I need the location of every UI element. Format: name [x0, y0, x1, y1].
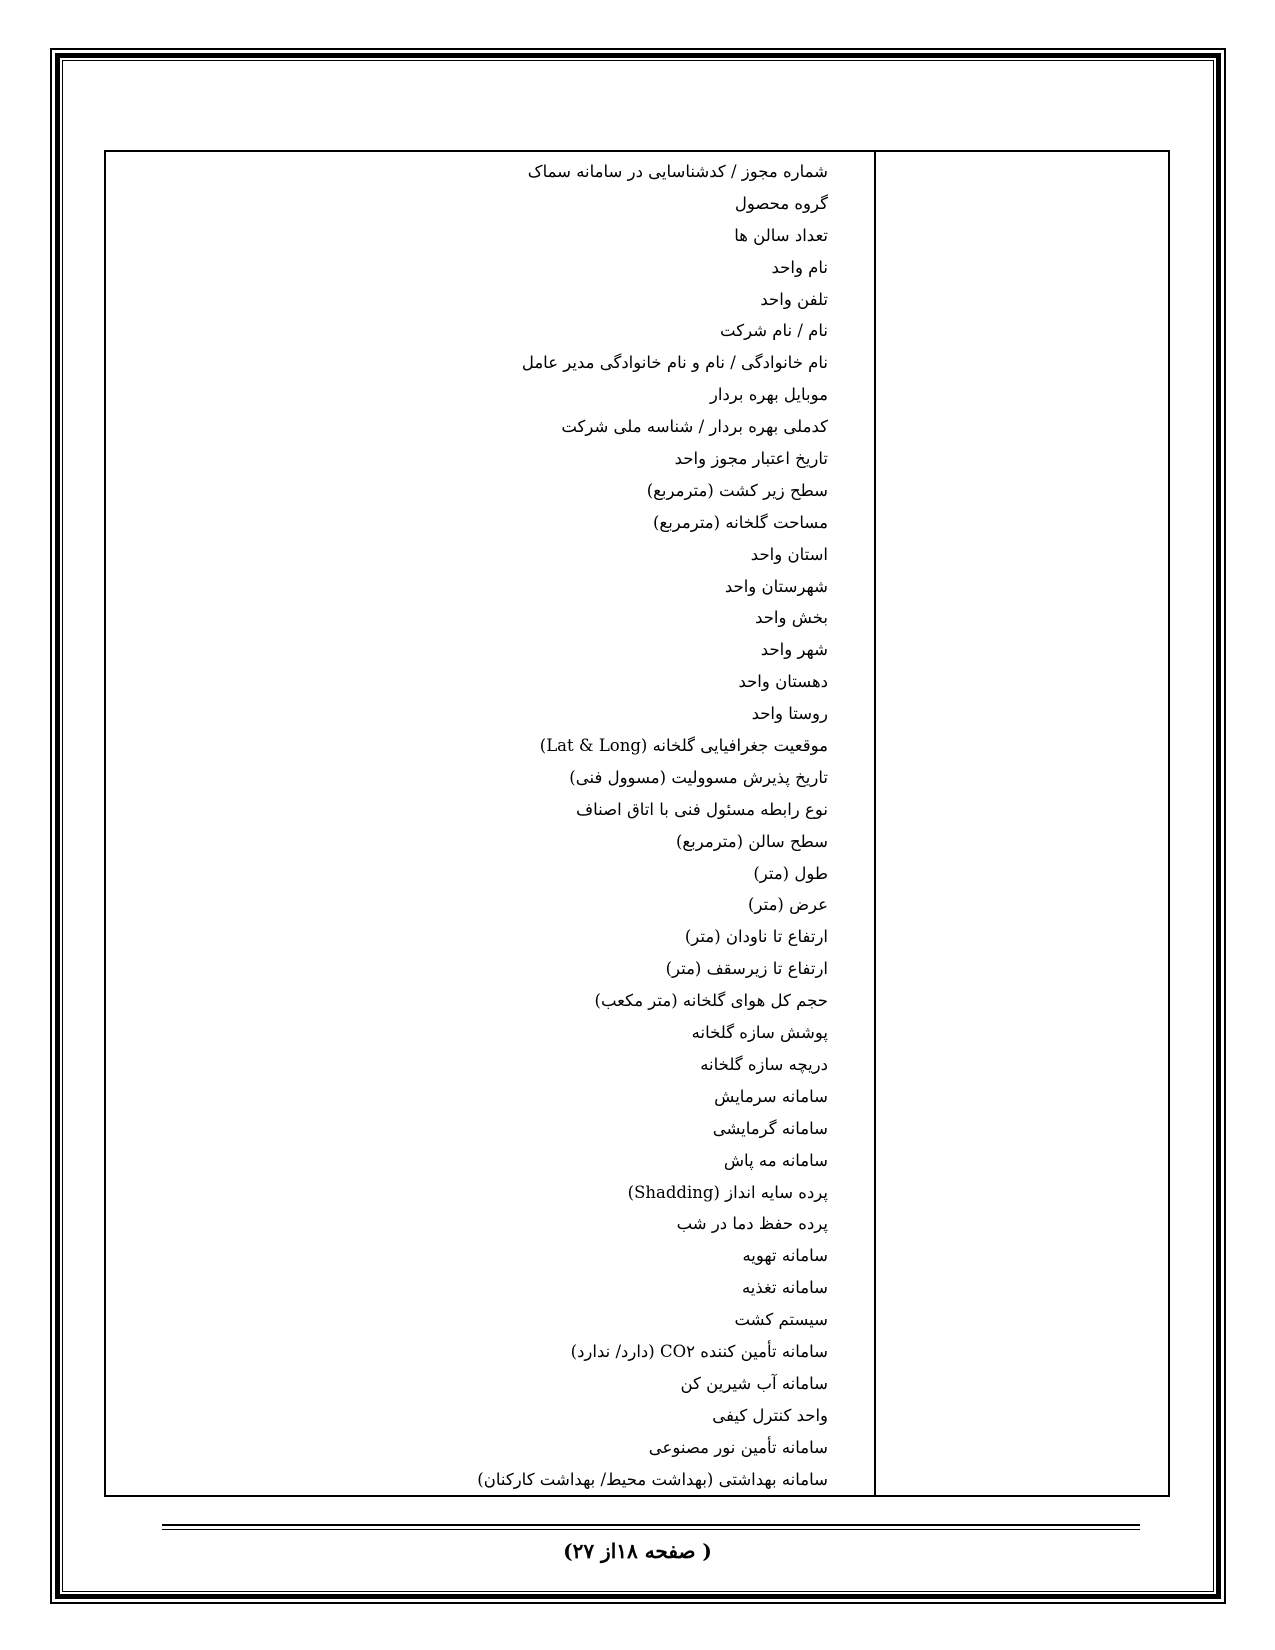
- field-label: دهستان واحد: [738, 672, 828, 692]
- empty-value-cell: [876, 152, 1168, 1495]
- field-label: روستا واحد: [751, 704, 828, 724]
- field-label: سامانه تغذیه: [741, 1278, 828, 1298]
- field-label: سامانه آب شیرین کن: [680, 1373, 828, 1393]
- field-label: سیستم کشت: [734, 1310, 828, 1330]
- field-label-list: [106, 156, 828, 1495]
- field-label: طول (متر): [753, 863, 828, 883]
- footer-rule: [162, 1524, 1140, 1526]
- field-label: دریچه سازه گلخانه: [700, 1054, 828, 1074]
- field-label: نام خانوادگی / نام و نام خانوادگی مدیر عامل: [521, 353, 828, 373]
- field-label: شهرستان واحد: [724, 576, 828, 596]
- field-label: عرض (متر): [748, 895, 828, 915]
- field-label: تاریخ اعتبار مجوز واحد: [674, 449, 828, 469]
- field-label: استان واحد: [750, 544, 828, 564]
- field-label: تعداد سالن ها: [734, 225, 828, 245]
- field-label: پرده سایه انداز (Shadding): [627, 1182, 828, 1202]
- field-label: سامانه سرمایش: [714, 1086, 828, 1106]
- field-label: نام واحد: [771, 257, 828, 277]
- field-label: شهر واحد: [760, 640, 828, 660]
- field-label: نام / نام شرکت: [720, 321, 828, 341]
- field-label: موبایل بهره بردار: [709, 385, 828, 405]
- field-label: نوع رابطه مسئول فنی با اتاق اصناف: [576, 799, 828, 819]
- field-label: سامانه تهویه: [742, 1246, 828, 1266]
- footer-rule-thin: [162, 1529, 1140, 1530]
- field-label: سامانه گرمایشی: [712, 1118, 828, 1138]
- field-label: گروه محصول: [734, 193, 828, 213]
- field-label: موقعیت جغرافیایی گلخانه (Lat & Long): [539, 736, 828, 756]
- page-number: ( صفحه ۱۸از ۲۷): [563, 1539, 712, 1563]
- field-label: سامانه مه پاش: [723, 1150, 828, 1170]
- field-label: تلفن واحد: [760, 289, 828, 309]
- form-table: [104, 150, 1170, 1497]
- field-label: ارتفاع تا زیرسقف (متر): [665, 959, 828, 979]
- field-label: سطح سالن (مترمربع): [675, 831, 828, 851]
- field-label: مساحت گلخانه (مترمربع): [652, 512, 828, 532]
- field-label: سامانه بهداشتی (بهداشت محیط/ بهداشت کارکنان): [477, 1469, 828, 1489]
- field-label: سامانه تأمین نور مصنوعی: [648, 1437, 828, 1457]
- field-label: سامانه تأمین کننده CO۲ (دارد/ ندارد): [570, 1341, 828, 1361]
- field-label: حجم کل هوای گلخانه (متر مکعب): [594, 991, 828, 1011]
- field-label: کدملی بهره بردار / شناسه ملی شرکت: [561, 417, 828, 437]
- field-label: شماره مجوز / کدشناسایی در سامانه سماک: [527, 162, 828, 181]
- field-label: تاریخ پذیرش مسوولیت (مسوول فنی): [569, 767, 828, 787]
- field-label: سطح زیر کشت (مترمربع): [646, 480, 828, 500]
- field-label: واحد کنترل کیفی: [712, 1405, 828, 1425]
- field-label: بخش واحد: [755, 608, 828, 628]
- field-label: پرده حفظ دما در شب: [676, 1214, 828, 1234]
- field-label: پوشش سازه گلخانه: [691, 1023, 828, 1043]
- field-label: ارتفاع تا ناودان (متر): [684, 927, 828, 947]
